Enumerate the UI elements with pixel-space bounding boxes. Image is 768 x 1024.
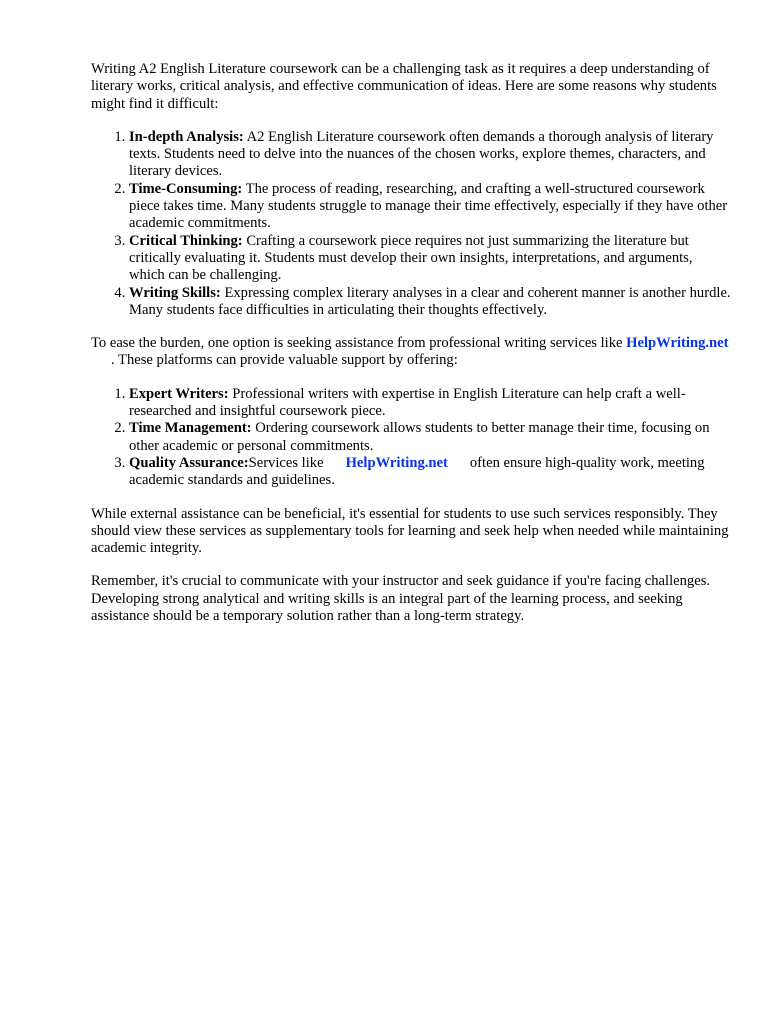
benefit-text: Ordering coursework allows students to better manage their time, focusing on other academic or personal commitments. <box>129 420 710 454</box>
reason-text: The process of reading, researching, and crafting a well-structured coursework piece takes time. Many students struggle to manage their time effectively, especially if they have other academic commitments. <box>129 180 728 232</box>
benefit-item-quality-assurance <box>129 455 731 490</box>
reason-term: Critical Thinking: <box>129 232 243 249</box>
helpwriting-link[interactable]: HelpWriting.net <box>626 335 729 352</box>
intro-paragraph: Writing A2 English Literature coursework can be a challenging task as it requires a deep understanding of literary works, critical analysis, and effective communication of ideas. Here are some reasons why students might find it difficult: <box>91 61 717 112</box>
reason-text: A2 English Literature coursework often demands a thorough analysis of literary texts. Students need to delve into the nuances of the chosen works, explore themes, characters, and literary devices. <box>129 128 714 180</box>
document-page <box>91 61 731 641</box>
remember-paragraph: Remember, it's crucial to communicate with your instructor and seek guidance if you're facing challenges. Developing strong analytical and writing skills is an integral part of the learning process, and seeking assistance should be a temporary solution rather than a long-term strategy. <box>91 573 711 625</box>
reason-text: Expressing complex literary analyses in a clear and coherent manner is another hurdle. Many students face difficulties in articulating their thoughts effectively. <box>129 284 731 318</box>
reason-term: Time-Consuming: <box>129 180 243 197</box>
benefit-term: Quality Assurance: <box>129 454 249 471</box>
reason-item-time <box>129 181 731 233</box>
benefit-item-time-management <box>129 420 731 455</box>
reason-item-critical-thinking <box>129 233 731 285</box>
responsible-use-paragraph: While external assistance can be beneficial, it's essential for students to use such services responsibly. They should view these services as supplementary tools for learning and seek help when needed while maintaining academic integrity. <box>91 505 729 557</box>
benefits-list <box>91 386 731 490</box>
reason-text: Crafting a coursework piece requires not just summarizing the literature but critically evaluating it. Students must develop their own insights, interpretations, and arguments, which can be challenging. <box>129 232 693 284</box>
reasons-list <box>91 129 731 319</box>
reason-item-analysis <box>129 129 731 181</box>
reason-term: In-depth Analysis: <box>129 128 244 145</box>
ease-text-after: . These platforms can provide valuable support by offering: <box>111 352 458 369</box>
reason-term: Writing Skills: <box>129 284 221 301</box>
quality-text-after: often ensure high-quality work, meeting academic standards and guidelines. <box>129 454 705 489</box>
quality-text-before: Services like <box>248 454 324 471</box>
benefit-term: Expert Writers: <box>129 385 229 402</box>
ease-text-before: To ease the burden, one option is seeking assistance from professional writing services like <box>91 335 623 352</box>
benefit-item-expert-writers <box>129 386 731 421</box>
benefit-term: Time Management: <box>129 420 252 437</box>
benefit-text: Professional writers with expertise in English Literature can help craft a well-researched and insightful coursework piece. <box>129 385 686 420</box>
ease-paragraph <box>91 335 731 370</box>
helpwriting-link[interactable]: HelpWriting.net <box>345 454 448 471</box>
reason-item-writing-skills <box>129 285 731 320</box>
